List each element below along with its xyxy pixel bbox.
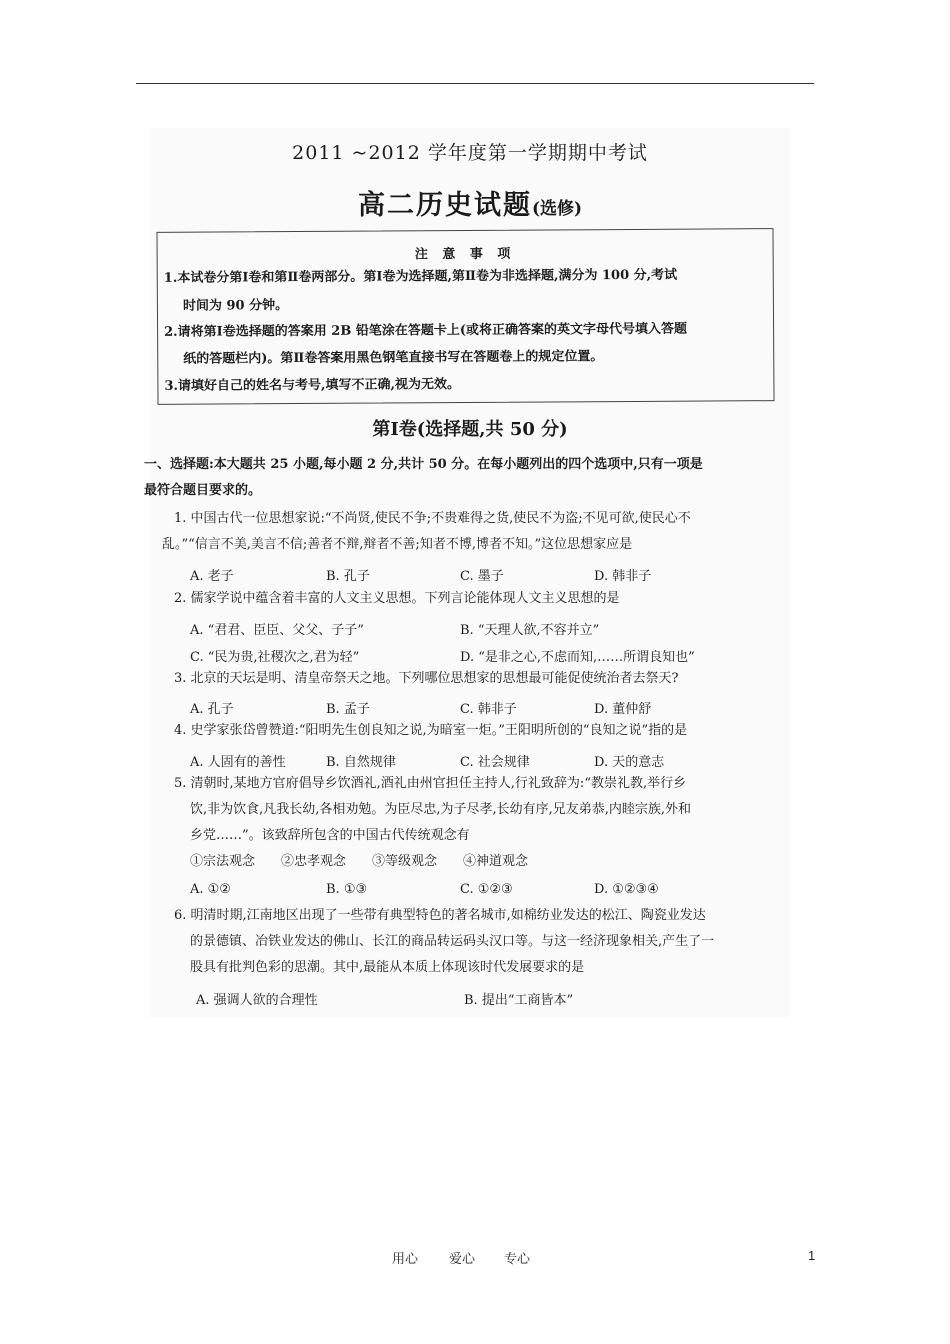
page-number: 1 xyxy=(808,1248,816,1263)
question-line: 3. 北京的天坛是明、清皇帝祭天之地。下列哪位思想家的思想最可能促使统治者去祭天? xyxy=(174,671,679,686)
scanned-exam-page xyxy=(144,128,790,1018)
question-line: 乱。”“信言不美,美言不信;善者不辩,辩者不善;知者不博,博者不知。”这位思想家应是 xyxy=(162,537,633,552)
notice-item: 2.请将第Ⅰ卷选择题的答案用 2B 铅笔涂在答题卡上(或将正确答案的英文字母代号填入答题 xyxy=(164,321,688,340)
section-instructions xyxy=(144,452,784,504)
option: D. 董仲舒 xyxy=(594,702,652,717)
question-3 xyxy=(174,666,784,692)
question-line: 2. 儒家学说中蕴含着丰富的人文主义思想。下列言论能体现人文主义思想的是 xyxy=(174,591,620,606)
option: B. 提出“工商皆本” xyxy=(464,993,574,1008)
question-line: 饮,非为饮食,凡我长幼,各相劝勉。为臣尽忠,为子尽孝,长幼有序,兄友弟恭,内睦宗族,外和 xyxy=(190,802,692,817)
question-line: ①宗法观念 ②忠孝观念 ③等级观念 ④神道观念 xyxy=(190,854,529,869)
option: B. ①③ xyxy=(326,882,368,897)
header-rule xyxy=(136,83,814,84)
question-line: 5. 清朝时,某地方官府倡导乡饮酒礼,酒礼由州官担任主持人,行礼致辞为:“教崇礼教,举行乡 xyxy=(174,776,687,791)
option: D. 天的意志 xyxy=(594,755,665,770)
question-2 xyxy=(174,586,784,612)
footer-text-left: 用心 xyxy=(392,1251,419,1266)
exam-title-main: 高二历史试题 xyxy=(357,190,532,221)
question-1 xyxy=(162,506,784,558)
exam-year-line: 2011 ~2012 学年度第一学期期中考试 xyxy=(292,142,648,164)
option: A. 强调人欲的合理性 xyxy=(196,993,318,1008)
option: C. 社会规律 xyxy=(460,755,530,770)
question-line: 1. 中国古代一位思想家说:“不尚贤,使民不争;不贵难得之货,使民不为盗;不见可欲,使民心不 xyxy=(174,511,691,526)
question-line: 乡党……”。该致辞所包含的中国古代传统观念有 xyxy=(190,828,470,843)
option: C. 韩非子 xyxy=(460,702,517,717)
exam-title-sub: (选修) xyxy=(531,199,583,219)
notice-item: 时间为 90 分钟。 xyxy=(182,298,289,314)
notice-item: 1.本试卷分第Ⅰ卷和第Ⅱ卷两部分。第Ⅰ卷为选择题,第Ⅱ卷为非选择题,满分为 100 分,考试 xyxy=(163,267,678,286)
option: B. 孔子 xyxy=(326,569,370,584)
instruction-line: 一、选择题:本大题共 25 小题,每小题 2 分,共计 50 分。在每小题列出的四个选项中,只有一项是 xyxy=(144,457,703,472)
question-line: 4. 史学家张岱曾赞道:“阳明先生创良知之说,为暗室一炬。”王阳明所创的“良知之说”指的是 xyxy=(174,723,688,738)
footer-text-right: 专心 xyxy=(504,1251,531,1266)
instruction-line: 最符合题目要求的。 xyxy=(144,483,262,498)
option: D. 韩非子 xyxy=(594,569,652,584)
question-line: 的景德镇、冶铁业发达的佛山、长江的商品转运码头汉口等。与这一经济现象相关,产生了一 xyxy=(190,934,715,949)
option: B. 自然规律 xyxy=(326,755,396,770)
question-5 xyxy=(174,771,784,875)
footer-text-mid: 爱心 xyxy=(449,1251,476,1266)
option: C. ①②③ xyxy=(460,882,513,897)
question-line: 股具有批判色彩的思潮。其中,最能从本质上体现该时代发展要求的是 xyxy=(190,960,585,975)
option: B. “天理人欲,不容并立” xyxy=(460,623,600,638)
section-title: 第Ⅰ卷(选择题,共 50 分) xyxy=(372,419,568,440)
exam-title xyxy=(150,183,790,222)
option: A. ①② xyxy=(190,882,231,897)
option: A. “君君、臣臣、父父、子子” xyxy=(190,623,364,638)
option: A. 孔子 xyxy=(190,702,234,717)
option: C. 墨子 xyxy=(460,569,504,584)
option: C. “民为贵,社稷次之,君为轻” xyxy=(190,650,360,665)
question-6 xyxy=(174,903,784,981)
option: A. 老子 xyxy=(190,569,234,584)
option: A. 人固有的善性 xyxy=(190,755,286,770)
notice-item: 3.请填好自己的姓名与考号,填写不正确,视为无效。 xyxy=(164,377,461,394)
question-line: 6. 明清时期,江南地区出现了一些带有典型特色的著名城市,如棉纺业发达的松江、陶瓷业发达 xyxy=(174,908,706,923)
option: D. ①②③④ xyxy=(594,882,659,897)
option: D. “是非之心,不虑而知,……所谓良知也” xyxy=(460,650,695,665)
notice-item: 纸的答题栏内)。第Ⅱ卷答案用黑色钢笔直接书写在答题卷上的规定位置。 xyxy=(183,349,604,367)
notice-title: 注 意 事 项 xyxy=(414,246,516,263)
option: B. 孟子 xyxy=(326,702,370,717)
notice-box xyxy=(156,228,774,405)
question-4 xyxy=(174,718,784,744)
